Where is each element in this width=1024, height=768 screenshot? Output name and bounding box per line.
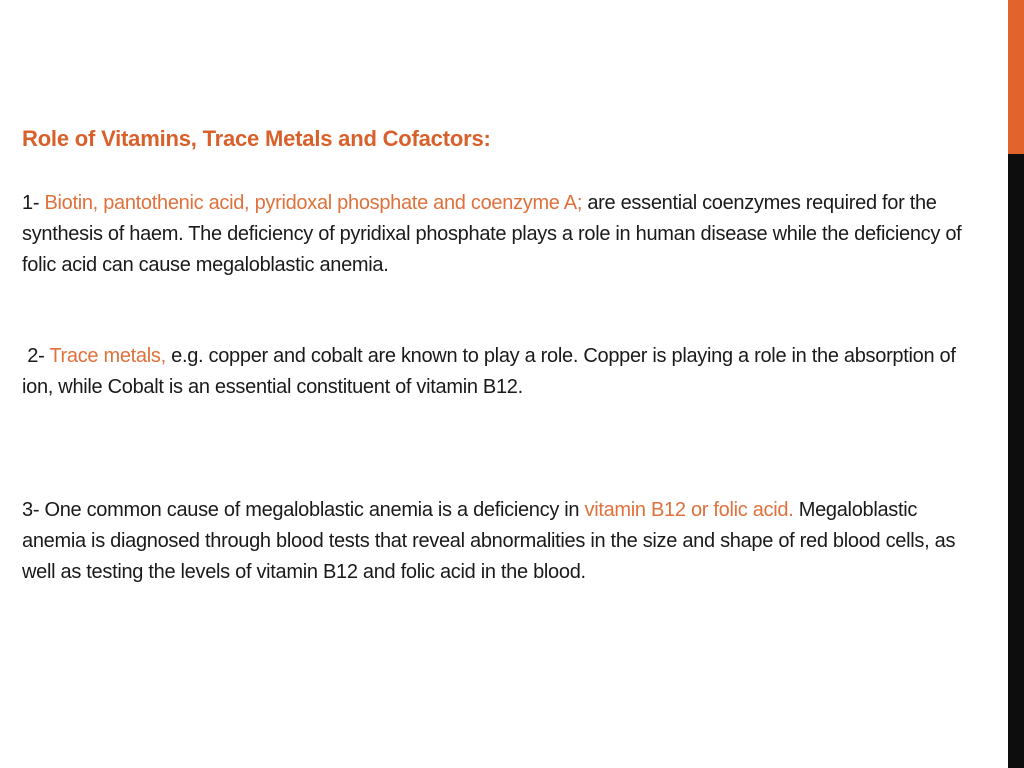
paragraph-3 — [22, 495, 982, 588]
paragraph-3-highlight: vitamin B12 or folic acid. — [584, 499, 794, 521]
paragraph-1 — [22, 188, 982, 281]
paragraph-1-text: are essential coenzymes required for the synthesis of haem. The deficiency of pyridixal phosphate plays a role in human disease while the deficiency of folic acid can cause megaloblastic anemia. — [22, 192, 962, 276]
slide-title: Role of Vitamins, Trace Metals and Cofactors: — [22, 126, 491, 151]
paragraph-3-text: Megaloblastic anemia is diagnosed through blood tests that reveal abnormalities in the size and shape of red blood cells, as well as testing the levels of vitamin B12 and folic acid in the blood. — [22, 499, 956, 583]
side-accent-bar-top — [1008, 0, 1024, 154]
paragraph-1-highlight: Biotin, pantothenic acid, pyridoxal phosphate and coenzyme A; — [44, 192, 583, 214]
paragraph-3-prefix: 3- One common cause of megaloblastic anemia is a deficiency in — [22, 499, 585, 521]
paragraph-2-prefix: 2- — [22, 345, 50, 367]
paragraph-2-text: e.g. copper and cobalt are known to play a role. Copper is playing a role in the absorption of ion, while Cobalt is an essential constituent of vitamin B12. — [22, 345, 956, 398]
paragraph-2-highlight: Trace metals, — [49, 345, 166, 367]
paragraph-2 — [22, 341, 982, 403]
paragraph-1-prefix: 1- — [22, 192, 45, 214]
